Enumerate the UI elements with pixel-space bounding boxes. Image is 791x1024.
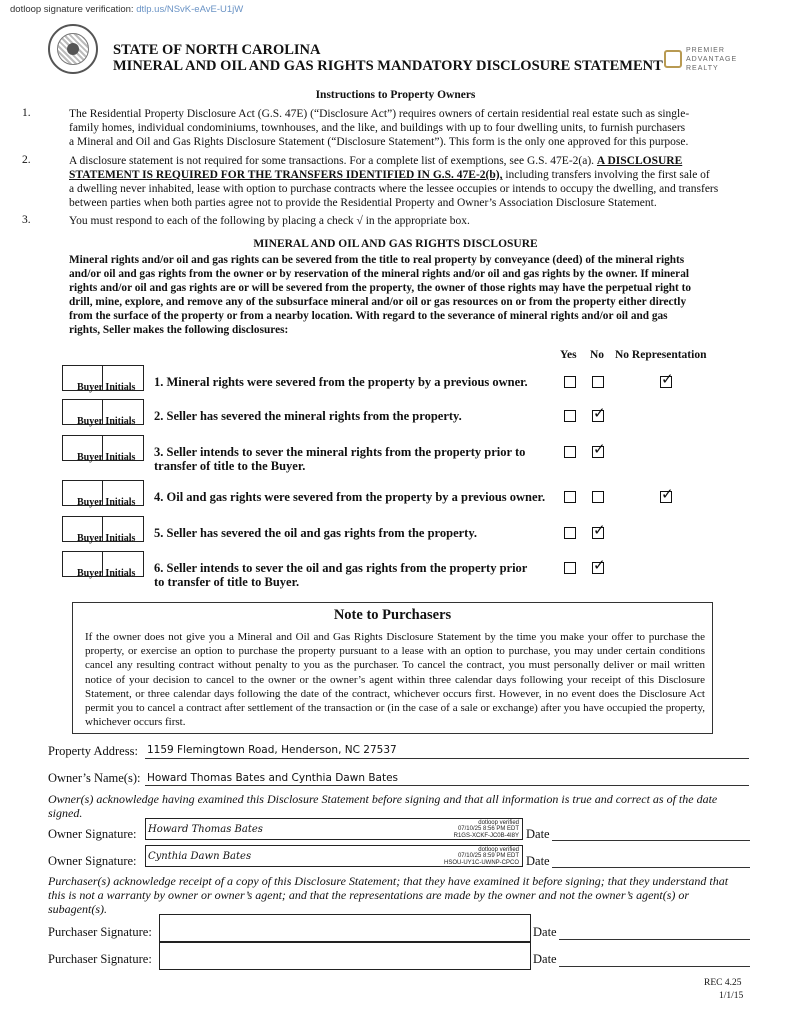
note-to-purchasers (72, 602, 713, 734)
owner-signature-2[interactable] (145, 845, 523, 867)
dotloop-verified-stamp: dotloop verified 07/10/25 8:56 PM EDT R1GS-XCKF-JC0B-4I8Y (453, 820, 519, 839)
dotloop-verified-stamp: dotloop verified 07/10/25 8:59 PM EDT HSOU-UY1C-UWNP-CPCO (444, 847, 519, 866)
instructions-heading: Instructions to Property Owners (315, 89, 476, 101)
checkbox-yes[interactable] (564, 446, 576, 458)
purchaser-signature-1[interactable] (159, 914, 531, 942)
disclosure-intro: Mineral rights and/or oil and gas rights can be severed from the title to real property by conveyance (deed) of the mineral rights and/or oil and gas rights from the owner or by reservation of the mineral rights and/or oil and gas rights by the owner. If mineral rights and/or oil and gas rights are or will be severed from the property, the owner of those rights may have the perpetual right to drill, mine, explore, and remove any of the subsurface mineral and/or oil or gas resources on or from the property either directly from the surface of the property or from a nearby location. With regard to the severance of mineral rights and/or oil and gas rights, Seller makes the following disclosures: (69, 254, 692, 336)
state-seal-icon (48, 24, 98, 74)
note-title: Note to Purchasers (333, 607, 452, 623)
dotloop-verification (10, 4, 243, 15)
question-2: 2. Seller has severed the mineral rights from the property. (154, 409, 462, 423)
col-yes: Yes (560, 349, 577, 361)
state-title: STATE OF NORTH CAROLINA (113, 42, 321, 58)
checkbox-no[interactable] (592, 527, 604, 539)
buyer-initials-label: Buyer Initials (77, 533, 136, 544)
owner-names-field[interactable]: Howard Thomas Bates and Cynthia Dawn Bates (147, 772, 399, 784)
checkbox-no[interactable] (592, 410, 604, 422)
instruction-3: You must respond to each of the following by placing a check √ in the appropriate box. (69, 215, 470, 227)
checkbox-no[interactable] (592, 562, 604, 574)
question-5: 5. Seller has severed the oil and gas rights from the property. (154, 526, 478, 540)
disclosure-heading: MINERAL AND OIL AND GAS RIGHTS DISCLOSURE (253, 238, 538, 250)
question-1: 1. Mineral rights were severed from the property by a previous owner. (154, 375, 528, 389)
buyer-initials-label: Buyer Initials (77, 568, 136, 579)
owner-signature-1-image: Howard Thomas Bates (148, 824, 263, 835)
purchaser-date-2[interactable] (559, 966, 750, 967)
owner-signature-2-image: Cynthia Dawn Bates (148, 851, 252, 862)
purchaser-date-1[interactable] (559, 939, 750, 940)
question-3: 3. Seller intends to sever the mineral rights from the property prior to transfer of title to the Buyer. (154, 445, 526, 473)
buyer-initials-label: Buyer Initials (77, 452, 136, 463)
checkbox-yes[interactable] (564, 527, 576, 539)
col-no-representation: No Representation (615, 349, 707, 361)
verification-link[interactable]: dtlp.us/NSvK-eAvE-U1jW (136, 4, 244, 15)
realty-logo-icon (664, 50, 682, 68)
owner-names-label: Owner’s Name(s): (48, 771, 141, 785)
form-date: 1/1/15 (719, 991, 744, 1001)
buyer-initials-label: Buyer Initials (77, 382, 136, 393)
buyer-initials-label: Buyer Initials (77, 416, 136, 427)
owner-date-1[interactable] (552, 840, 750, 841)
checkbox-yes[interactable] (564, 376, 576, 388)
question-4: 4. Oil and gas rights were severed from the property by a previous owner. (154, 490, 546, 504)
buyer-initials-label: Buyer Initials (77, 497, 136, 508)
verification-label: dotloop signature verification: (10, 4, 134, 15)
checkbox-yes[interactable] (564, 410, 576, 422)
checkbox-no[interactable] (592, 491, 604, 503)
checkbox-no[interactable] (592, 376, 604, 388)
property-address-field[interactable]: 1159 Flemingtown Road, Henderson, NC 27537 (147, 744, 397, 756)
col-no: No (590, 349, 605, 361)
checkbox-yes[interactable] (564, 491, 576, 503)
owner-date-2[interactable] (552, 867, 750, 868)
form-number: REC 4.25 (704, 978, 742, 988)
checkbox-no-representation[interactable] (660, 491, 672, 503)
purchaser-acknowledgement: Purchaser(s) acknowledge receipt of a copy of this Disclosure Statement; that they have examined it before signing; that they understand that this is not a warranty by owner or owner’s agent; and that the representations are made by the owner and not the owner’s agent(s) or subagent(s). (48, 874, 729, 916)
checkbox-no-representation[interactable] (660, 376, 672, 388)
purchaser-signature-2[interactable] (159, 942, 531, 970)
checkbox-no[interactable] (592, 446, 604, 458)
form-title: MINERAL AND OIL AND GAS RIGHTS MANDATORY DISCLOSURE STATEMENT (113, 58, 663, 74)
instruction-1: The Residential Property Disclosure Act (G.S. 47E) (“Disclosure Act”) requires owners of certain residential real estate such as single- family homes, individual condominiums, townhouses, and the like, and buildings with up to four dwelling units, to furnish purchasers a Mineral and Oil and Gas Rights Disclosure Statement (“Disclosure Statement”). This form is the only one approved for this purpose. (69, 108, 690, 148)
question-6: 6. Seller intends to sever the oil and gas rights from the property prior to transfer of title to Buyer. (154, 561, 528, 589)
instruction-2: A disclosure statement is not required for some transactions. For a complete list of exemptions, see G.S. 47E-2(a). A DISCLOSURE STATEMENT IS REQUIRED FOR THE TRANSFERS IDENTIFIED IN G.S. 47E-2(b), including transfers involving the first sale of a dwelling never inhabited, lease with option to purchase contracts where the lessee occupies or intends to occupy the dwelling, and transfers between parties when both parties agree not to provide the Residential Property and Owner’s Association Disclosure Statement. (69, 155, 719, 209)
owner-acknowledgement: Owner(s) acknowledge having examined this Disclosure Statement before signing and that all information is true and correct as of the date signed. (48, 792, 718, 820)
checkbox-yes[interactable] (564, 562, 576, 574)
note-text: If the owner does not give you a Mineral and Oil and Gas Rights Disclosure Statement by the time you make your offer to purchase the property, or exercise an option to purchase the property pursuant to a lease with an option to purchase, you may under certain conditions cancel any resulting contract without penalty to you as the purchaser. To cancel the contract, you must personally deliver or mail written notice of your decision to cancel to the owner or the owner’s agent within three calendar days following your receipt of this Disclosure Statement, or three calendar days following the date of the contract, whichever occurs first. However, in no event does the Disclosure Act permit you to cancel a contract after settlement of the transaction or (in the case of a sale or exchange) after you have occupied the property, whichever occurs first. (85, 631, 705, 729)
property-address-label: Property Address: (48, 744, 138, 758)
owner-signature-1[interactable] (145, 818, 523, 840)
